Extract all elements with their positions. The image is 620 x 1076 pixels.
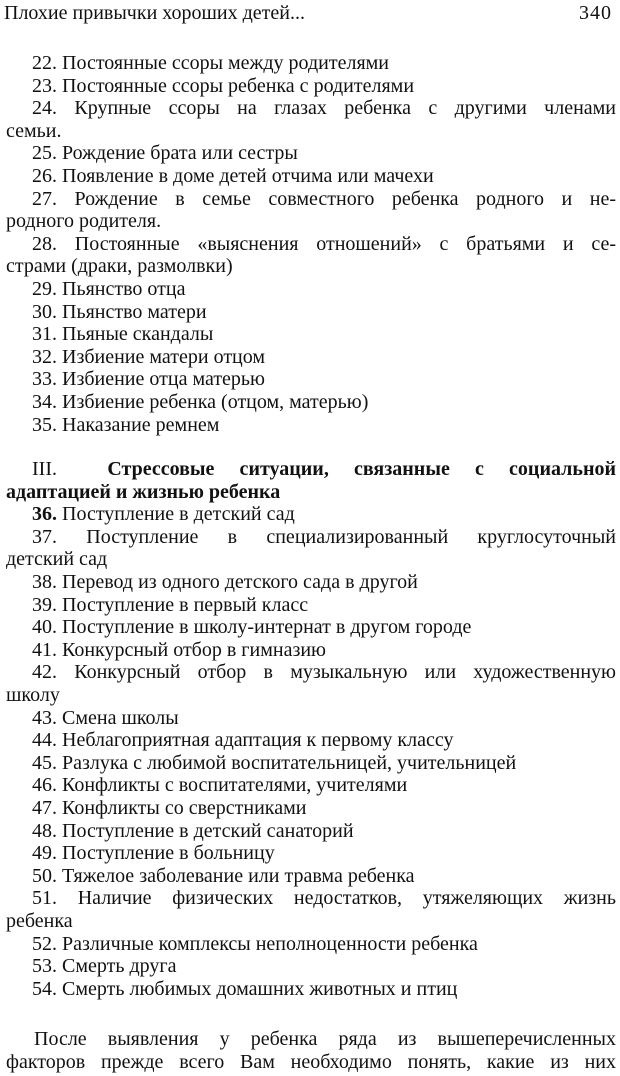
- list-item-text: Поступление в специализированный круглосуточный: [86, 525, 616, 548]
- list-item-number: 50.: [32, 864, 57, 887]
- list-item-number: 44.: [32, 729, 57, 752]
- running-header: [4, 0, 616, 26]
- list-item-text: Поступление в больницу: [62, 842, 275, 865]
- list-item-number: 28.: [32, 232, 57, 255]
- list-item-number: 29.: [32, 277, 57, 300]
- list-item-text: Рождение в семье совместного ребенка родного и не-: [74, 187, 616, 210]
- list-item: [6, 323, 616, 346]
- list-item: [6, 594, 616, 617]
- list-item: [6, 97, 616, 120]
- list-item-text: Наказание ремнем: [62, 413, 220, 436]
- list-item-continuation: ребенка: [6, 909, 73, 932]
- list-item-number: 41.: [32, 638, 57, 661]
- conclusion-line-2: факторов прежде всего Вам необходимо понять, какие из них: [6, 1050, 616, 1073]
- section-numeral: III.: [32, 458, 57, 481]
- list-item-text: Конфликты со сверстниками: [62, 797, 307, 819]
- list-item-number: 52.: [32, 932, 57, 955]
- list-item-number: 46.: [32, 774, 57, 797]
- list-item-continuation: страми (драки, размолвки): [6, 255, 233, 278]
- section-heading-line-1: III. Стрессовые ситуации, связанные с социальной: [32, 458, 616, 481]
- list-item-text: Пьянство отца: [62, 277, 186, 300]
- list-item-number: 23.: [32, 74, 57, 97]
- list-item: [6, 661, 616, 684]
- list-item: [6, 52, 616, 75]
- list-item: [6, 797, 616, 820]
- list-item-text: Неблагоприятная адаптация к первому классу: [62, 729, 454, 752]
- list-item-text: Крупные ссоры на глазах ребенка с другими членами: [74, 97, 616, 120]
- list-item-number: 35.: [32, 413, 57, 436]
- list-item: [6, 933, 616, 956]
- list-item-text: Постоянные ссоры ребенка с родителями: [62, 74, 415, 97]
- list-item-continuation: школу: [6, 684, 60, 707]
- list-item-number: 32.: [32, 345, 57, 368]
- list-item-text: Пьянство матери: [62, 300, 207, 323]
- list-item-text: Поступление в школу-интернат в другом городе: [62, 616, 472, 639]
- list-item-text: Конкурсный отбор в гимназию: [62, 638, 326, 661]
- list-item-number: 30.: [32, 300, 57, 323]
- list-item-number: 27.: [32, 187, 57, 210]
- list-item: [6, 301, 616, 324]
- list-item-number: 48.: [32, 819, 57, 842]
- list-item-text: Поступление в детский санаторий: [62, 819, 354, 842]
- list-item-number: 42.: [32, 661, 57, 684]
- list-item-number: 33.: [32, 368, 57, 391]
- list-item: [6, 571, 616, 594]
- list-item-text: Перевод из одного детского сада в другой: [62, 571, 418, 594]
- list-item-text: Избиение отца матерью: [62, 368, 265, 391]
- list-item-text: Рождение брата или сестры: [62, 142, 298, 165]
- list-item: [6, 729, 616, 752]
- list-item-number: 39.: [32, 593, 57, 616]
- list-item: [6, 346, 616, 369]
- list-item-number: 49.: [32, 842, 57, 865]
- list-item-continuation: родного родителя.: [6, 210, 162, 233]
- conclusion-paragraph: [6, 1028, 616, 1073]
- section-heading: [6, 458, 616, 503]
- list-item: [6, 707, 616, 730]
- list-item-number: 25.: [32, 142, 57, 165]
- conclusion-line-1: После выявления у ребенка ряда из вышеперечисленных: [34, 1028, 616, 1050]
- list-item: [6, 368, 616, 391]
- list-item-number: 31.: [32, 323, 57, 346]
- list-item: [6, 233, 616, 256]
- list-item-text: Избиение матери отцом: [62, 345, 266, 368]
- list-item-text: Постоянные «выяснения отношений» с братьями и се-: [74, 232, 616, 255]
- list-item: [6, 865, 616, 888]
- list-item: [6, 75, 616, 98]
- list-item: [6, 752, 616, 775]
- list-item: [6, 639, 616, 662]
- list-item-text: Тяжелое заболевание или травма ребенка: [62, 864, 415, 887]
- list-item-number: 26.: [32, 164, 57, 187]
- list-item: [6, 503, 616, 526]
- list-item-text: Смерть любимых домашних животных и птиц: [62, 977, 458, 1000]
- list-item-number: 54.: [32, 977, 57, 1000]
- list-item: [6, 391, 616, 414]
- list-item-text: Постоянные ссоры между родителями: [62, 52, 390, 74]
- list-item: [6, 142, 616, 165]
- list-item: [6, 842, 616, 865]
- section-heading-line-2: адаптацией и жизнью ребенка: [6, 480, 281, 503]
- list-item-text: Появление в доме детей отчима или мачехи: [62, 164, 434, 187]
- list-item-number: 43.: [32, 706, 57, 729]
- list-item: [6, 165, 616, 188]
- list-item: [6, 414, 616, 437]
- list-item: [6, 955, 616, 978]
- list-item: [6, 820, 616, 843]
- list-item-text: Различные комплексы неполноценности ребенка: [62, 932, 478, 955]
- list-item-text: Разлука с любимой воспитательницей, учительницей: [62, 751, 517, 774]
- list-item-text: Поступление в детский сад: [62, 503, 295, 526]
- list-item-number: 34.: [32, 390, 57, 413]
- list-item-number: 38.: [32, 571, 57, 594]
- running-title: Плохие привычки хороших детей...: [4, 2, 305, 24]
- list-item-number: 47.: [32, 797, 57, 819]
- list-item-number: 40.: [32, 616, 57, 639]
- list-item-number: 37.: [32, 525, 57, 548]
- list-item-number: 51.: [32, 887, 57, 910]
- list-item: [6, 887, 616, 910]
- page-number: 340: [579, 2, 612, 24]
- list-item-text: Поступление в первый класс: [62, 593, 309, 616]
- list-item-text: Конкурсный отбор в музыкальную или художественную: [74, 661, 616, 684]
- list-item-continuation: семьи.: [6, 119, 62, 142]
- list-item: [6, 616, 616, 639]
- list-item-text: Смерть друга: [62, 955, 177, 978]
- list-item-number: 24.: [32, 97, 57, 120]
- list-item-number: 53.: [32, 955, 57, 978]
- list-item: [6, 188, 616, 211]
- list-item-text: Наличие физических недостатков, утяжеляющих жизнь: [77, 887, 616, 910]
- list-item: [6, 978, 616, 1001]
- list-item-number: 45.: [32, 751, 57, 774]
- list-item-continuation: детский сад: [6, 548, 108, 571]
- list-item-text: Конфликты с воспитателями, учителями: [62, 774, 408, 797]
- social-stress-list: [6, 503, 616, 1000]
- list-item-number: 36.: [32, 503, 57, 526]
- list-item: [6, 526, 616, 549]
- list-item-text: Пьяные скандалы: [62, 323, 214, 346]
- list-item-number: 22.: [32, 52, 57, 74]
- list-content: [6, 52, 616, 1000]
- list-item-text: Смена школы: [62, 706, 179, 729]
- list-item: [6, 278, 616, 301]
- list-item: [6, 774, 616, 797]
- family-stress-list: [6, 52, 616, 436]
- list-item-text: Избиение ребенка (отцом, матерью): [62, 390, 369, 413]
